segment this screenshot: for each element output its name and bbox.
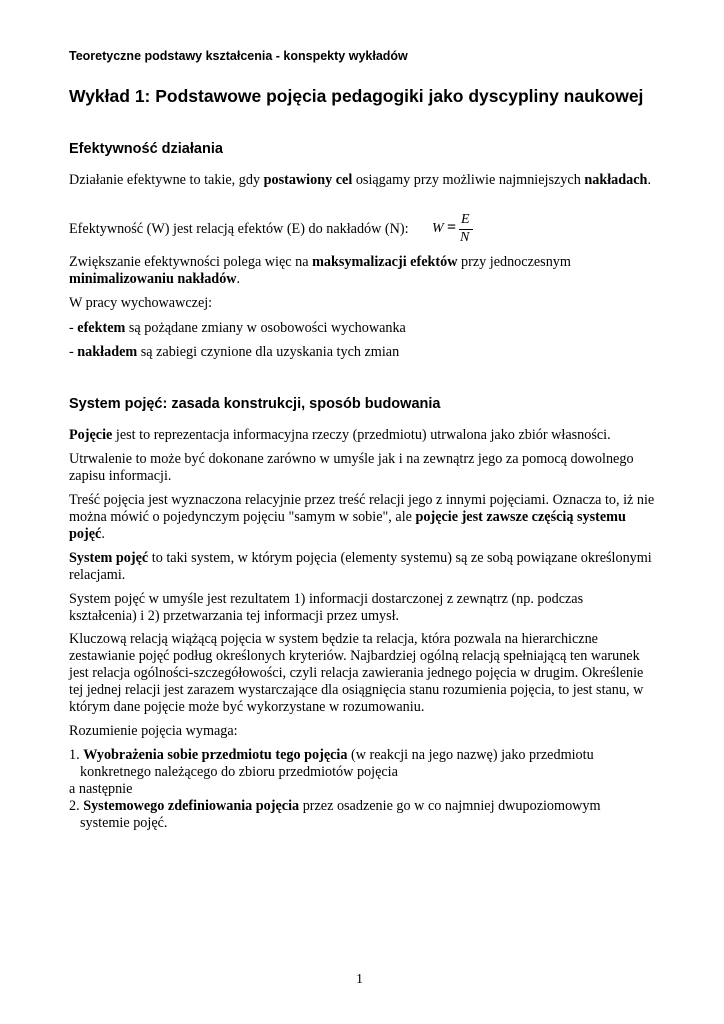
text-run: są pożądane zmiany w osobowości wychowanka — [125, 320, 406, 336]
text-run: są zabiegi czynione dla uzyskania tych zmian — [137, 344, 400, 360]
section-heading-efficiency: Efektywność działania — [69, 141, 223, 157]
bold-term: efektem — [77, 320, 126, 336]
bold-term: minimalizowaniu nakładów — [69, 271, 237, 287]
paragraph-key-relation: Kluczową relacją wiążącą pojęcia w system będzie ta relacja, która pozwala na hierarchiczne zestawianie pojęć podług określonych kryteriów. Najbardziej ogólną relacją spełniającą ten warunek jest relacja ogólności-szczegółowości, czyli relacja zawierania jednego pojęcia w drugim. Określenie tej jednej relacji jest zarazem wystarczające dla osiągnięcia stanu rozumienia pojęcia, to jest stanu, w którym dane pojęcie może być wykorzystane w rozumowaniu. — [69, 631, 644, 715]
text-run: . — [647, 172, 651, 188]
bold-term: maksymalizacji efektów — [312, 254, 458, 270]
running-header: Teoretyczne podstawy kształcenia - konspekty wykładów — [69, 49, 408, 63]
bold-term: System pojęć — [69, 550, 149, 566]
numbered-item-2 — [69, 798, 669, 832]
paragraph-concept-content — [69, 492, 659, 543]
text-run: osiągamy przy możliwie najmniejszych — [352, 172, 585, 188]
text-run: Działanie efektywne to takie, gdy — [69, 172, 264, 188]
text-run: . — [101, 526, 105, 542]
section-heading-concept-system: System pojęć: zasada konstrukcji, sposób budowania — [69, 396, 441, 412]
list-item-outlay — [69, 344, 659, 361]
bold-term: Wyobrażenia sobie przedmiotu tego pojęcia — [83, 747, 348, 763]
item-continuation: systemie pojęć. — [80, 815, 168, 831]
bold-term: postawiony cel — [263, 172, 353, 188]
item-number: 1. — [69, 747, 84, 763]
paragraph-understanding-requires: Rozumienie pojęcia wymaga: — [69, 723, 238, 739]
paragraph-fixation: Utrwalenie to może być dokonane zarówno w umyśle jak i na zewnątrz jego za pomocą dowolnego zapisu informacji. — [69, 451, 634, 484]
bold-term: nakładach — [584, 172, 648, 188]
paragraph-concept-definition — [69, 427, 659, 444]
text-run: przy jednoczesnym — [457, 254, 571, 270]
text-run: - — [69, 320, 78, 336]
text-run: (w reakcji na jego nazwę) jako przedmiotu — [347, 747, 594, 763]
text-run: - — [69, 344, 78, 360]
paragraph-maximization — [69, 254, 659, 288]
text-run: Zwiększanie efektywności polega więc na — [69, 254, 313, 270]
text-run: jest to reprezentacja informacyjna rzeczy (przedmiotu) utrwalona jako zbiór własności. — [112, 427, 611, 443]
text-run: przez osadzenie go w co najmniej dwupoziomowym — [299, 798, 601, 814]
page-number: 1 — [356, 972, 363, 987]
formula-denominator: N — [460, 230, 470, 245]
formula-numerator: E — [461, 212, 470, 227]
formula-lhs: W — [432, 221, 444, 236]
paragraph-efficiency-definition: Efektywność (W) jest relacją efektów (E) do nakładów (N): — [69, 221, 409, 237]
bold-term: Pojęcie — [69, 427, 113, 443]
text-run: to taki system, w którym pojęcia (elementy systemu) są ze sobą powiązane określonymi relacjami. — [69, 550, 652, 583]
numbered-item-1 — [69, 747, 669, 781]
text-run: Treść pojęcia jest wyznaczona relacyjnie przez treść relacji jego z innymi pojęciami. Oznacza to, iż nie można mówić o pojedynczym pojęciu "samym w sobie", ale — [69, 492, 655, 525]
paragraph-concept-system — [69, 550, 659, 584]
list-item-effect — [69, 320, 659, 337]
paragraph-educational-work: W pracy wychowawczej: — [69, 295, 213, 311]
bold-term: nakładem — [77, 344, 138, 360]
paragraph-efficient-action — [69, 172, 659, 189]
item-number: 2. — [69, 798, 84, 814]
item-continuation: konkretnego należącego do zbioru przedmiotów pojęcia — [80, 764, 398, 780]
formula-equals: = — [447, 219, 457, 236]
bold-term: pojęcie jest zawsze częścią systemu pojęć — [69, 509, 626, 542]
bold-term: Systemowego zdefiniowania pojęcia — [83, 798, 300, 814]
lecture-title: Wykład 1: Podstawowe pojęcia pedagogiki jako dyscypliny naukowej — [69, 86, 644, 106]
text-run: . — [236, 271, 241, 287]
connector-then: a następnie — [69, 781, 133, 797]
paragraph-system-result: System pojęć w umyśle jest rezultatem 1) informacji dostarczonej z zewnątrz (np. podczas kształcenia) i 2) przetwarzania tej informacji przez umysł. — [69, 591, 584, 624]
